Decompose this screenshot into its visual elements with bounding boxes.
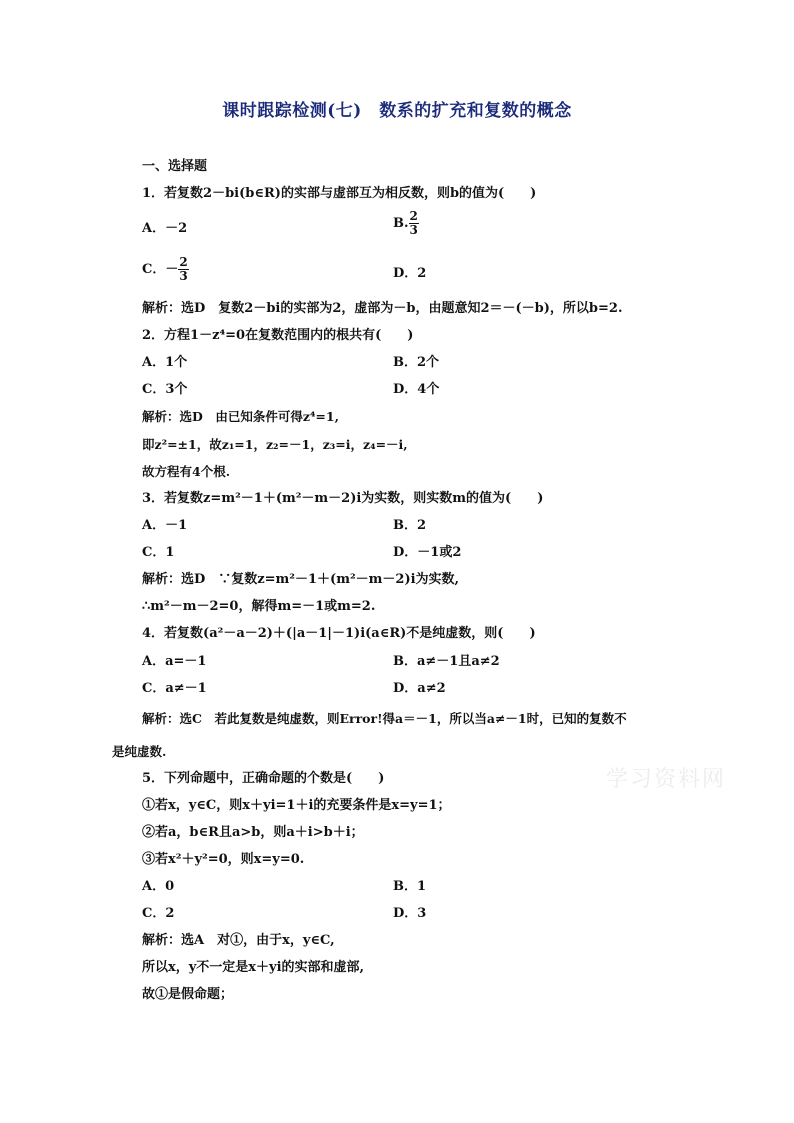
q5-option-a: A．0 <box>142 879 175 894</box>
q3-option-b: B．2 <box>393 518 427 533</box>
q1-option-c-fraction <box>178 256 188 283</box>
q2-answer-line-1: 解析：选D 由已知条件可得z⁴=1, <box>142 409 339 424</box>
q5-option-c: C．2 <box>142 906 175 921</box>
q2-option-d: D．4个 <box>393 382 440 397</box>
q5-option-d: D．3 <box>393 906 427 921</box>
q2-option-b: B．2个 <box>393 355 440 370</box>
q4-option-d: D．a≠2 <box>393 681 446 696</box>
q3-option-a: A．－1 <box>142 518 188 533</box>
q3-option-d: D．－1或2 <box>393 545 462 560</box>
fraction-numerator: 2 <box>409 209 418 223</box>
q5-option-b: B．1 <box>393 879 427 894</box>
q5-answer-line-2: 所以x，y不一定是x＋yi的实部和虚部, <box>142 960 365 975</box>
question-3-stem: 3．若复数z=m²－1＋(m²－m－2)i为实数，则实数m的值为( ) <box>142 491 544 506</box>
q3-answer-line-2: ∴m²－m－2=0，解得m=－1或m=2. <box>142 599 376 614</box>
q3-answer-line-1: 解析：选D ∵复数z=m²－1＋(m²－m－2)i为实数, <box>142 572 460 587</box>
q1-option-c-prefix: C．－ <box>142 262 179 277</box>
watermark: 学习资料网 <box>606 767 727 792</box>
q4-option-c: C．a≠－1 <box>142 681 207 696</box>
q1-answer: 解析：选D 复数2－bi的实部为2，虚部为－b，由题意知2＝－(－b)，所以b=2. <box>142 301 623 316</box>
q2-answer-line-3: 故方程有4个根. <box>142 464 231 479</box>
q2-option-a: A．1个 <box>142 355 188 370</box>
q1-option-c <box>142 256 189 283</box>
q1-option-b-fraction <box>409 210 419 237</box>
q5-statement-3: ③若x²＋y²=0，则x=y=0. <box>142 852 305 867</box>
q5-statement-2: ②若a，b∈R且a>b，则a＋i>b＋i； <box>142 825 364 840</box>
fraction-denominator: 3 <box>409 223 418 237</box>
question-5-stem: 5．下列命题中，正确命题的个数是( ) <box>142 771 385 786</box>
q4-answer-line-2: 是纯虚数. <box>112 744 167 759</box>
fraction-numerator: 2 <box>179 255 188 269</box>
section-heading: 一、选择题 <box>142 159 208 174</box>
q5-statement-1: ①若x，y∈C，则x＋yi=1＋i的充要条件是x=y=1； <box>142 798 451 813</box>
fraction-denominator: 3 <box>179 269 188 283</box>
question-4-stem: 4．若复数(a²－a－2)＋(|a－1|－1)i(a∈R)不是纯虚数，则( ) <box>142 626 536 641</box>
q2-option-c: C．3个 <box>142 382 188 397</box>
page-title: 课时跟踪检测(七) 数系的扩充和复数的概念 <box>222 101 572 121</box>
q1-option-d: D．2 <box>393 266 427 281</box>
q4-answer-line-1: 解析：选C 若此复数是纯虚数，则Error!得a＝－1，所以当a≠－1时，已知的复数不 <box>142 711 627 726</box>
q1-option-b <box>393 210 419 237</box>
q5-answer-line-3: 故①是假命题； <box>142 987 234 1002</box>
q4-option-a: A．a=－1 <box>142 654 207 669</box>
q5-answer-line-1: 解析：选A 对①，由于x，y∈C, <box>142 933 335 948</box>
q1-option-b-prefix: B. <box>393 216 409 231</box>
q1-option-a: A．－2 <box>142 221 188 236</box>
question-2-stem: 2．方程1－z⁴=0在复数范围内的根共有( ) <box>142 328 414 343</box>
question-1-stem: 1．若复数2－bi(b∈R)的实部与虚部互为相反数，则b的值为( ) <box>142 186 537 201</box>
q3-option-c: C．1 <box>142 545 175 560</box>
q2-answer-line-2: 即z²=±1，故z₁=1，z₂=－1，z₃=i，z₄=－i, <box>142 437 408 452</box>
q4-option-b: B．a≠－1且a≠2 <box>393 654 500 669</box>
